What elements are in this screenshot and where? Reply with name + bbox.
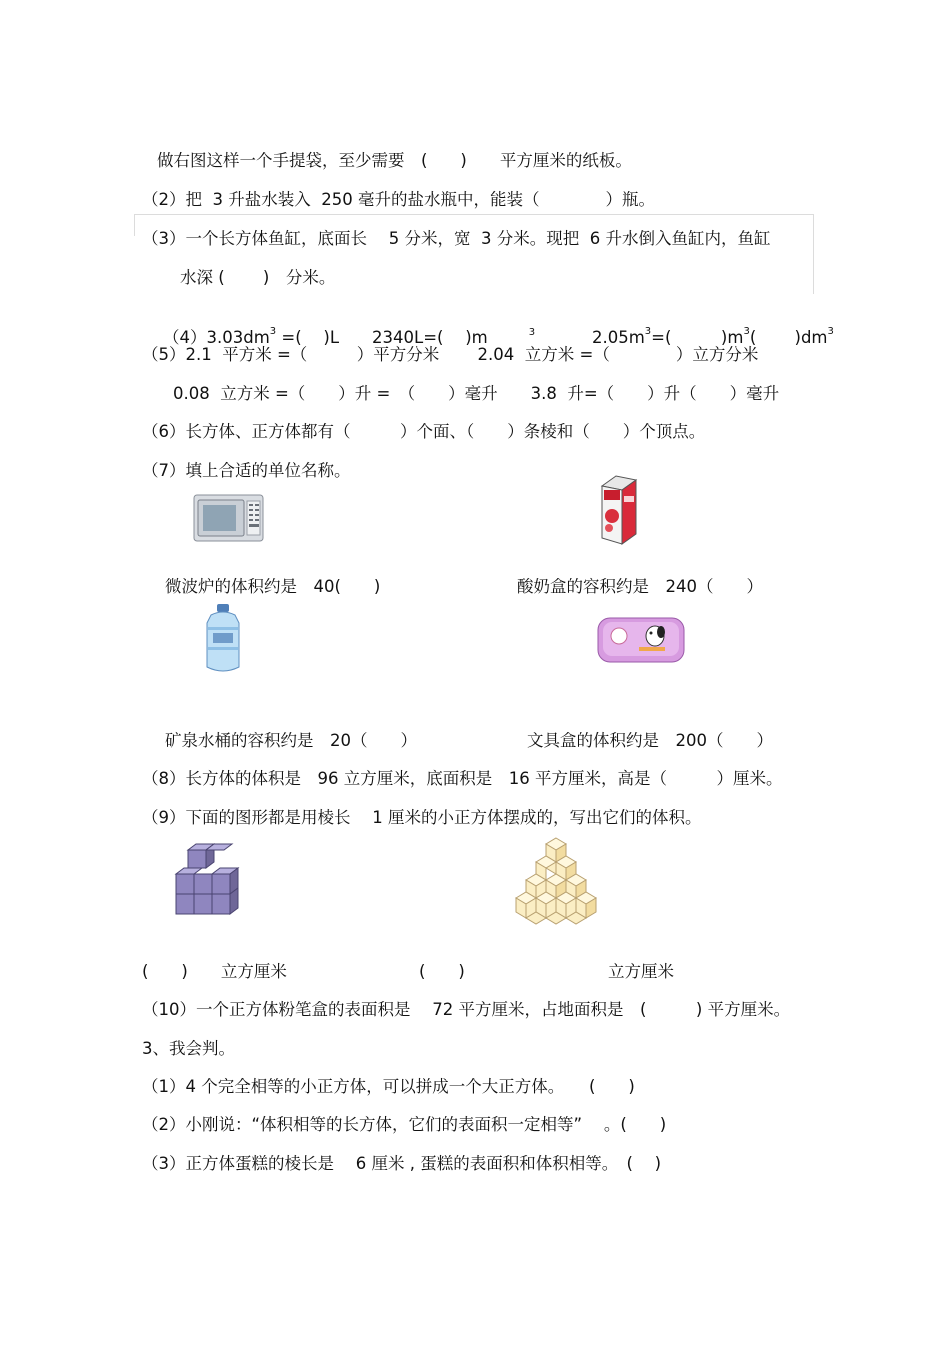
question-5-line2: 0.08 立方米 =（ ）升 = （ ）毫升 3.8 升=（ ）升（ ）毫升 — [173, 384, 780, 403]
microwave-question: 微波炉的体积约是 40( ) — [165, 577, 381, 596]
question-5-line1: （5）2.1 平方米 =（ ）平方分米 2.04 立方米 =（ ）立方分米 — [142, 345, 759, 364]
yogurt-box-image — [596, 472, 642, 546]
section-3-heading: 3、我会判。 — [142, 1039, 235, 1058]
q4-part3: 2.05m — [591, 328, 645, 347]
bucket-question: 矿泉水桶的容积约是 20（ ） — [165, 731, 417, 750]
q4-sup4: 3 — [743, 326, 750, 337]
yogurt-question: 酸奶盒的容积约是 240（ ） — [517, 577, 763, 596]
question-8: （8）长方体的体积是 96 立方厘米，底面积是 16 平方厘米，高是（ ）厘米。 — [142, 769, 783, 788]
question-9: （9）下面的图形都是用棱长 1 厘米的小正方体摆成的，写出它们的体积。 — [142, 808, 702, 827]
cream-cube-pyramid-figure — [510, 834, 602, 938]
pencil-box-image — [595, 614, 687, 666]
q4-sup2: 3 — [528, 327, 536, 338]
question-10: （10）一个正方体粉笔盒的表面积是 72 平方厘米，占地面积是 ( ) 平方厘米。 — [142, 1000, 791, 1019]
pencil-box-question: 文具盒的体积约是 200（ ） — [527, 731, 773, 750]
q4-part1: （4）3.03dm — [162, 328, 270, 347]
figure-2-answer-blank: ( ) — [419, 962, 465, 981]
q4-sup3: 3 — [644, 326, 652, 337]
question-6: （6）长方体、正方体都有（ ）个面、（ ）条棱和（ ）个顶点。 — [142, 422, 706, 441]
judge-2: （2）小刚说：“体积相等的长方体，它们的表面积一定相等” 。( ) — [142, 1115, 667, 1134]
figure-2-answer-unit: 立方厘米 — [608, 962, 674, 981]
question-7: （7）填上合适的单位名称。 — [142, 461, 351, 480]
water-bucket-image — [201, 603, 245, 675]
question-3-line2: 水深 ( ) 分米。 — [180, 268, 336, 287]
purple-cube-stack-figure — [170, 840, 246, 920]
figure-1-answer: ( ) 立方厘米 — [142, 962, 287, 981]
margin-guide-vertical — [134, 214, 135, 236]
q4-part5: ( )dm — [749, 328, 828, 347]
judge-3: （3）正方体蛋糕的棱长是 6 厘米 , 蛋糕的表面积和体积相等。 ( ) — [142, 1154, 662, 1173]
microwave-image — [193, 492, 265, 544]
q4-part4: =( )m — [651, 328, 744, 347]
q4-sup1: 3 — [269, 326, 277, 337]
q4-sup5: 3 — [827, 326, 834, 337]
margin-guide-horizontal — [134, 214, 814, 215]
judge-1: （1）4 个完全相等的小正方体，可以拼成一个大正方体。 ( ) — [142, 1077, 635, 1096]
question-3-line1: （3）一个长方体鱼缸，底面长 5 分米，宽 3 分米。现把 6 升水倒入鱼缸内，鱼缸 — [142, 229, 771, 248]
question-2: （2）把 3 升盐水装入 250 毫升的盐水瓶中，能装（ ）瓶。 — [142, 190, 655, 209]
margin-guide-right — [813, 214, 814, 294]
bag-question-line: 做右图这样一个手提袋，至少需要 ( ) 平方厘米的纸板。 — [157, 151, 632, 170]
q4-part2: =( )L 2340L=( )m — [276, 328, 488, 347]
